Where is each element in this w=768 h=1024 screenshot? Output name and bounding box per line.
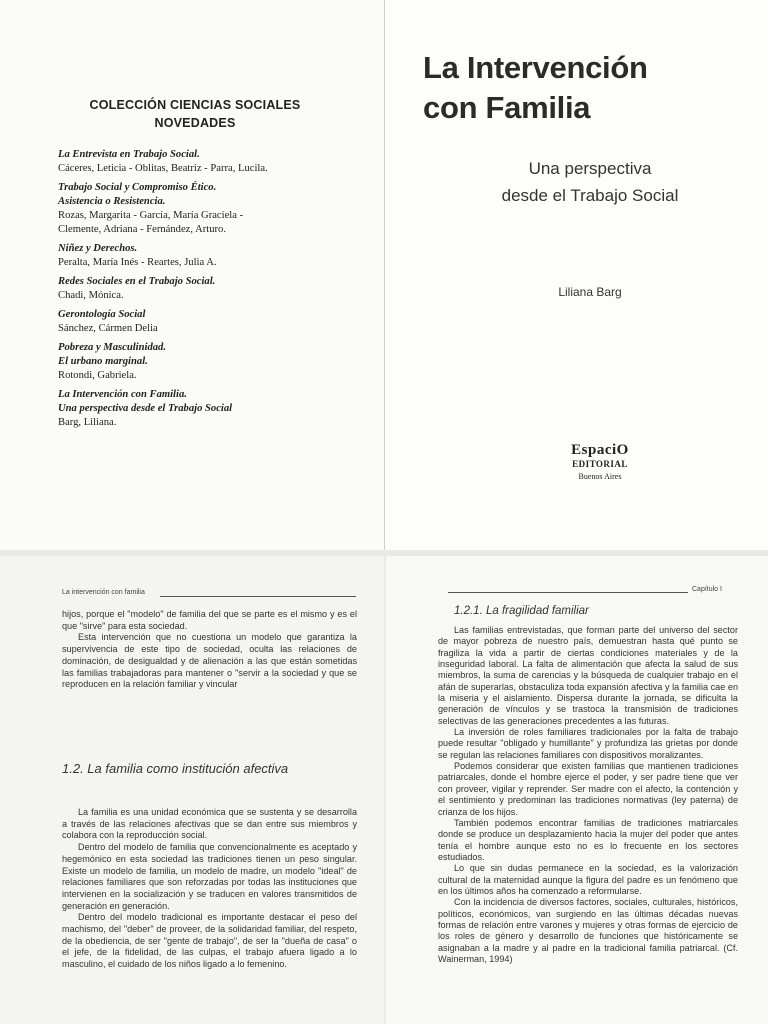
book-entry-title: Niñez y Derechos. (58, 243, 138, 254)
book-entry-title: La Intervención con Familia. (58, 389, 187, 400)
book-entry (58, 275, 358, 303)
book-entry-author: Chadi, Mónica. (58, 290, 124, 301)
book-subtitle (425, 155, 755, 209)
book-entry (58, 242, 358, 270)
publisher-city: Buenos Aires (578, 472, 622, 481)
book-entry-author: Rotondi, Gabriela. (58, 370, 137, 381)
book-entry-author: Rozas, Margarita - García, María Graciela - (58, 210, 244, 221)
header-rule (160, 596, 356, 597)
publisher-label: EDITORIAL (572, 459, 628, 469)
book-subtitle-line-2: desde el Trabajo Social (501, 186, 679, 205)
text-block-top (62, 609, 357, 691)
book-entry-title: Asistencia o Resistencia. (58, 196, 166, 207)
book-entry-title: Gerontología Social (58, 309, 146, 320)
paragraph: Esta intervención que no cuestiona un modelo que garantiza la supervivencia de este tipo de sociedad, oculta las relaciones de dominación, de desigualdad y de alienación a las que están sometidas las familias trabajadoras para mantener o "servir a la sociedad y que se reproducen en la relación familiar y vincular (62, 632, 357, 690)
paragraph: Podemos considerar que existen familias que mantienen tradiciones patriarcales, donde el hombre ejerce el poder, y ser padre tiene que ver con proveer, vigilar y reprender. Ser madre con el afecto, la contención y el sentimiento y predominan las tradiciones normativas (ley paterna) de crianza de los hijos. (438, 761, 738, 817)
book-title-line-1: La Intervención (423, 50, 648, 85)
book-entry-author: Barg, Liliana. (58, 417, 117, 428)
book-list (58, 148, 358, 435)
book-entry (58, 388, 358, 430)
running-head-right: Capítulo I (692, 586, 722, 593)
book-entry-title: La Entrevista en Trabajo Social. (58, 149, 200, 160)
paragraph: hijos, porque el "modelo" de familia del que se parte es el mismo y es el que "sirve" para esta sociedad. (62, 609, 357, 631)
paragraph: La inversión de roles familiares tradicionales por la falta de trabajo puede resultar "obligado y humillante" y profundiza las grietas por donde se regulan las relaciones familiares con dispositivos moralizantes. (438, 727, 738, 760)
page-title-cover (384, 0, 768, 550)
collection-subtitle: NOVEDADES (154, 116, 236, 130)
paragraph: Las familias entrevistadas, que forman parte del universo del sector de mayor pobreza de nuestro país, demuestran hasta qué punto se fragiliza la vida a partir de ciertas condiciones materiales y de la inseguridad laboral. La falta de alimentación que afecta la salud de sus miembros, la suma de carencias y la búsqueda de cualquier trabajo en el afán de superarlas, obstaculiza toda expansión afectiva y la familia cae en la miseria y el aislamiento. Dispersa durante la jornada, se dificulta la generación de vínculos y se trastoca la transmisión de tradiciones selectivas de las generaciones precedentes a las futuras. (438, 625, 738, 726)
book-entry-author: Cáceres, Leticia - Oblitas, Beatriz - Parra, Lucila. (58, 163, 268, 174)
page-collection-list (0, 0, 384, 550)
section-title-1-2: 1.2. La familia como institución afectiva (62, 761, 289, 776)
book-title (423, 48, 763, 128)
text-block-bottom (62, 807, 357, 971)
book-entry (58, 308, 358, 336)
publisher-name: EspaciO (571, 442, 629, 458)
paragraph: También podemos encontrar familias de tradiciones matriarcales donde se produce un desplazamiento hacia la mujer del poder que antes tenía el hombre aunque esto no es lo frecuente en los sectores estudiados. (438, 817, 738, 862)
header-rule (448, 592, 688, 593)
book-entry-title: Una perspectiva desde el Trabajo Social (58, 403, 233, 414)
page-right-text (386, 556, 768, 1024)
page-left-text (0, 556, 384, 1024)
publisher-block (515, 442, 685, 481)
book-subtitle-line-1: Una perspectiva (528, 159, 652, 178)
book-entry-title: Redes Sociales en el Trabajo Social. (58, 276, 216, 287)
running-head-left: La intervención con familia (62, 589, 145, 596)
paragraph: Dentro del modelo de familia que convencionalmente es aceptado y hegemónico en esta sociedad las tradiciones tienen un peso singular. Existe un modelo de familia, un modelo de madre, un modelo "ideal" de relaciones familiares que son reforzadas por todas las instituciones que intervienen en la socialización y se traducen en valores transmitidos de generación en generación. (62, 842, 357, 911)
section-title-1-2-1: 1.2.1. La fragilidad familiar (454, 605, 589, 617)
text-block-main (438, 625, 738, 965)
book-entry-title: Pobreza y Masculinidad. (58, 342, 167, 353)
book-entry (58, 148, 358, 176)
book-entry (58, 181, 358, 237)
paragraph: Lo que sin dudas permanece en la sociedad, es la valorización cultural de la maternidad aunque la figura del padre es un fenómeno que en los últimos años ha comenzado a reformularse. (438, 863, 738, 896)
book-entry-author: Sánchez, Cármen Delia (58, 323, 158, 334)
book-title-line-2: con Familia (423, 90, 591, 125)
book-entry-title: Trabajo Social y Compromiso Ético. (58, 182, 217, 193)
collection-title: COLECCIÓN CIENCIAS SOCIALES (89, 98, 301, 112)
paragraph: Con la incidencia de diversos factores, sociales, culturales, históricos, políticos, económicos, van surgiendo en las últimas décadas nuevas formas de relación entre varones y mujeres y otras formas de ejercicio de los roles de género y desarrollo de funciones que históricamente se asignaban a la madre y al padre en la tradicional familia patriarcal. (Cf. Wainerman, 1994) (438, 897, 738, 964)
book-entry (58, 341, 358, 383)
paragraph: La familia es una unidad económica que se sustenta y se desarrolla a través de las relaciones afectivas que se dan entre sus miembros y colabora con la reproducción social. (62, 807, 357, 841)
paragraph: Dentro del modelo tradicional es importante destacar el peso del machismo, del "deber" de proveer, de la solidaridad familiar, del respeto, de la obediencia, de ser "gente de trabajo", de ser la "dueña de casa" o el jefe, de la fidelidad, de las culpas, el trabajo afuera ligado a lo masculino, el cuidado de los niños ligado a lo femenino. (62, 912, 357, 970)
book-entry-title: El urbano marginal. (58, 356, 148, 367)
book-entry-author: Peralta, María Inés - Reartes, Julia A. (58, 257, 217, 268)
book-entry-author: Clemente, Adriana - Fernández, Arturo. (58, 224, 226, 235)
book-author: Liliana Barg (558, 285, 622, 299)
